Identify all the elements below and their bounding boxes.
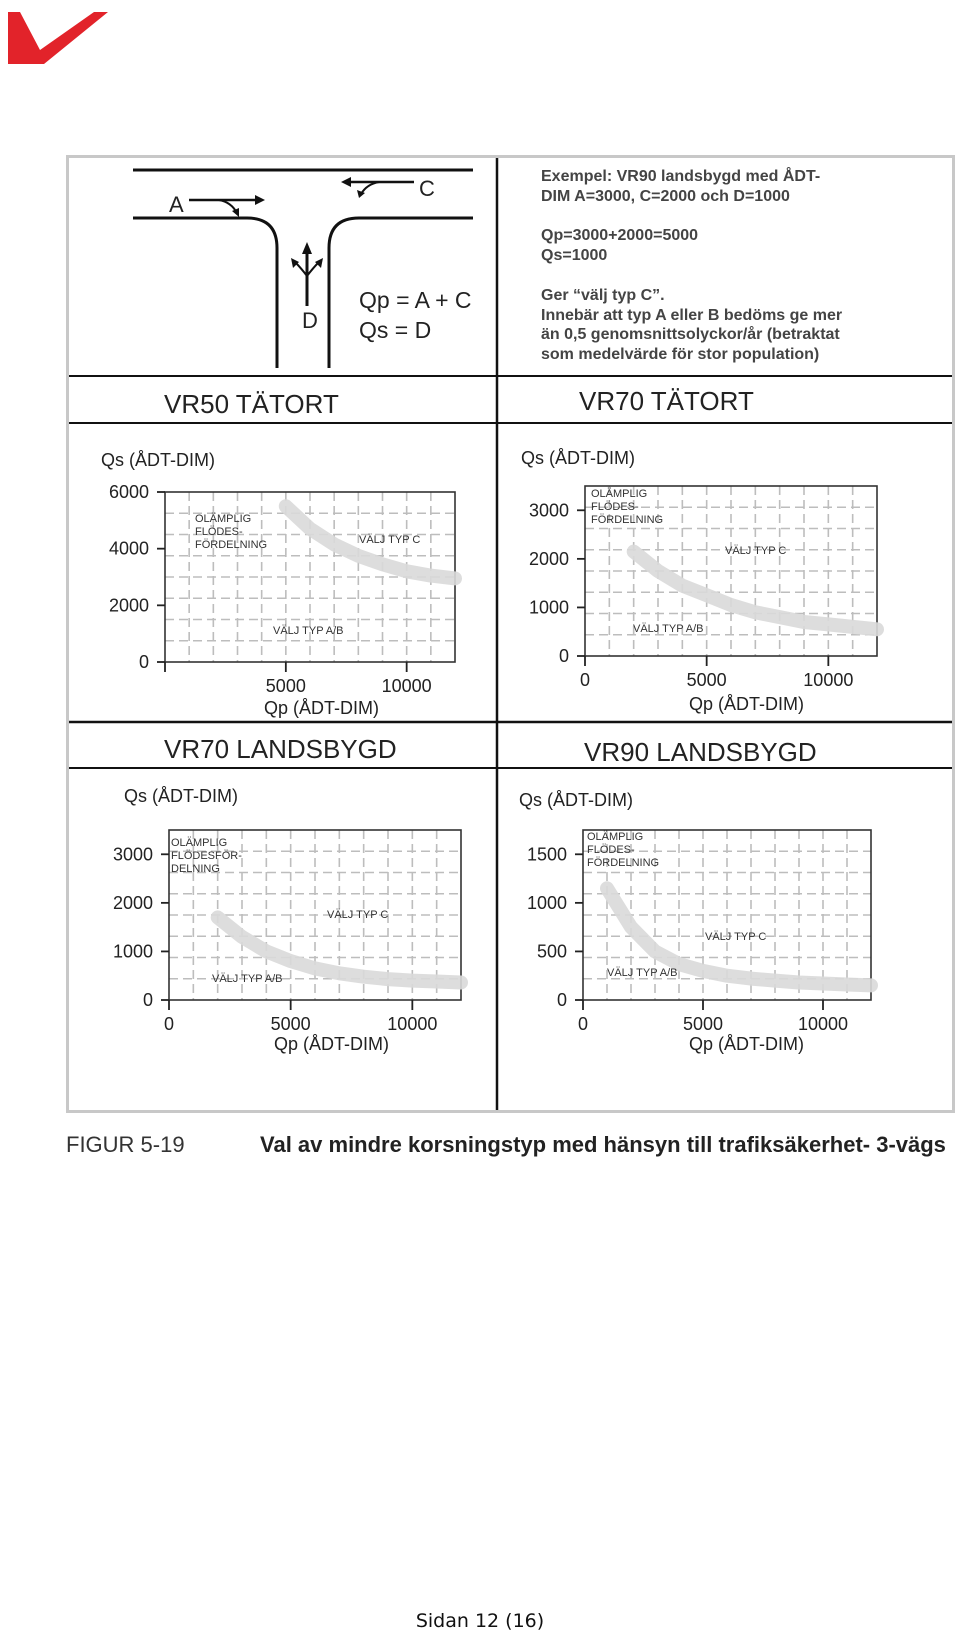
annotation-unsuitable: OLÄMPLIG xyxy=(195,513,252,525)
y-axis-label: Qs (ÅDT-DIM) xyxy=(521,448,635,468)
arrow-c-turn xyxy=(361,182,379,194)
annotation-unsuitable: OLÄMPLIG xyxy=(591,488,648,500)
y-axis-label: Qs (ÅDT-DIM) xyxy=(519,790,633,810)
y-tick-label: 4000 xyxy=(108,538,149,559)
chart-vr90-landsbygd xyxy=(519,737,871,1054)
y-tick-label: 0 xyxy=(142,990,153,1010)
x-tick-label: 5000 xyxy=(270,1014,311,1034)
annotation-type-c: VÄLJ TYP C xyxy=(359,534,421,546)
annotation-unsuitable: FÖRDELNING xyxy=(587,857,660,869)
formula-qp: Qp = A + C xyxy=(359,287,472,313)
x-tick-label: 0 xyxy=(579,670,591,690)
chart-vr70-landsbygd xyxy=(113,734,461,1054)
x-tick-label: 10000 xyxy=(797,1014,849,1034)
y-tick-label: 6000 xyxy=(108,482,149,502)
figure-number: FIGUR 5-19 xyxy=(66,1132,185,1157)
y-tick-label: 0 xyxy=(558,646,569,666)
x-tick-label: 10000 xyxy=(803,670,854,690)
example-note-1: Ger “välj typ C”. xyxy=(541,287,665,304)
annotation-type-c: VÄLJ TYP C xyxy=(725,545,787,557)
brand-logo-icon xyxy=(6,6,110,68)
chart-title: VR70 TÄTORT xyxy=(579,386,754,416)
label-c: C xyxy=(419,176,435,201)
annotation-type-ab: VÄLJ TYP A/B xyxy=(273,625,344,637)
y-tick-label: 3000 xyxy=(112,844,153,865)
y-axis-label: Qs (ÅDT-DIM) xyxy=(101,450,215,470)
example-line-2: DIM A=3000, C=2000 och D=1000 xyxy=(541,188,790,205)
x-tick-label: 5000 xyxy=(686,670,727,690)
x-tick-label: 10000 xyxy=(387,1014,438,1034)
annotation-unsuitable: OLÄMPLIG xyxy=(587,831,644,843)
x-tick-label: 5000 xyxy=(265,676,306,696)
arrow-d-right-head xyxy=(315,258,323,268)
annotation-type-c: VÄLJ TYP C xyxy=(705,931,767,943)
arrow-d-head xyxy=(302,242,312,254)
annotation-unsuitable: FLÖDESFÖR- xyxy=(171,850,242,862)
example-note-4: som medelvärde för stor population) xyxy=(541,346,820,363)
arrow-d-left-head xyxy=(291,258,299,268)
annotation-unsuitable: FÖRDELNING xyxy=(591,514,664,526)
y-tick-label: 2000 xyxy=(112,892,153,913)
y-tick-label: 3000 xyxy=(528,500,569,521)
annotation-unsuitable: FÖRDELNING xyxy=(195,539,268,551)
annotation-unsuitable: FLÖDES- xyxy=(587,844,635,856)
example-calc-1: Qp=3000+2000=5000 xyxy=(541,227,699,244)
y-tick-label: 0 xyxy=(138,652,149,672)
y-tick-label: 1000 xyxy=(528,597,569,618)
x-tick-label: 0 xyxy=(577,1014,589,1034)
y-tick-label: 2000 xyxy=(528,548,569,569)
label-d: D xyxy=(302,308,318,333)
x-axis-label: Qp (ÅDT-DIM) xyxy=(689,1034,804,1054)
y-tick-label: 1000 xyxy=(526,892,567,913)
figure-diagram xyxy=(69,158,952,1110)
annotation-type-ab: VÄLJ TYP A/B xyxy=(633,623,704,635)
y-axis-label: Qs (ÅDT-DIM) xyxy=(124,786,238,806)
chart-vr70-tatort xyxy=(521,386,877,714)
x-axis-label: Qp (ÅDT-DIM) xyxy=(689,694,804,714)
intersection-diagram xyxy=(133,170,473,368)
annotation-unsuitable: OLÄMPLIG xyxy=(171,837,228,849)
annotation-unsuitable: DELNING xyxy=(171,863,220,875)
y-tick-label: 1500 xyxy=(526,844,567,865)
annotation-type-ab: VÄLJ TYP A/B xyxy=(212,973,283,985)
y-tick-label: 500 xyxy=(536,941,567,962)
example-text xyxy=(541,166,842,363)
annotation-type-c: VÄLJ TYP C xyxy=(327,909,389,921)
example-note-3: än 0,5 genomsnittsolyckor/år (betraktat xyxy=(541,326,840,343)
chart-title: VR70 LANDSBYGD xyxy=(164,734,397,764)
road-edge-left xyxy=(133,218,277,368)
example-calc-2: Qs=1000 xyxy=(541,247,608,264)
x-tick-label: 5000 xyxy=(682,1014,724,1034)
annotation-unsuitable: FLÖDES- xyxy=(591,501,639,513)
annotation-type-ab: VÄLJ TYP A/B xyxy=(607,967,678,979)
x-axis-label: Qp (ÅDT-DIM) xyxy=(274,1034,389,1054)
arrow-a-head xyxy=(255,195,265,205)
y-tick-label: 0 xyxy=(556,990,567,1010)
chart-title: VR50 TÄTORT xyxy=(164,389,339,419)
formula-qs: Qs = D xyxy=(359,317,432,343)
example-note-2: Innebär att typ A eller B bedöms ge mer xyxy=(541,307,843,324)
x-tick-label: 10000 xyxy=(381,676,432,696)
x-axis-label: Qp (ÅDT-DIM) xyxy=(264,698,379,718)
annotation-unsuitable: FLÖDES- xyxy=(195,526,243,538)
figure-panel xyxy=(66,155,955,1113)
label-a: A xyxy=(169,192,184,217)
y-tick-label: 2000 xyxy=(108,595,149,616)
page-number: Sidan 12 (16) xyxy=(415,1610,545,1632)
example-line-1: Exempel: VR90 landsbygd med ÅDT- xyxy=(541,168,821,185)
chart-vr50-tatort xyxy=(101,389,455,718)
x-tick-label: 0 xyxy=(163,1014,175,1034)
chart-title: VR90 LANDSBYGD xyxy=(584,737,817,767)
figure-caption: Val av mindre korsningstyp med hänsyn till trafiksäkerhet- 3-vägs xyxy=(260,1132,946,1157)
arrow-c-head xyxy=(341,177,351,187)
y-tick-label: 1000 xyxy=(112,941,153,962)
